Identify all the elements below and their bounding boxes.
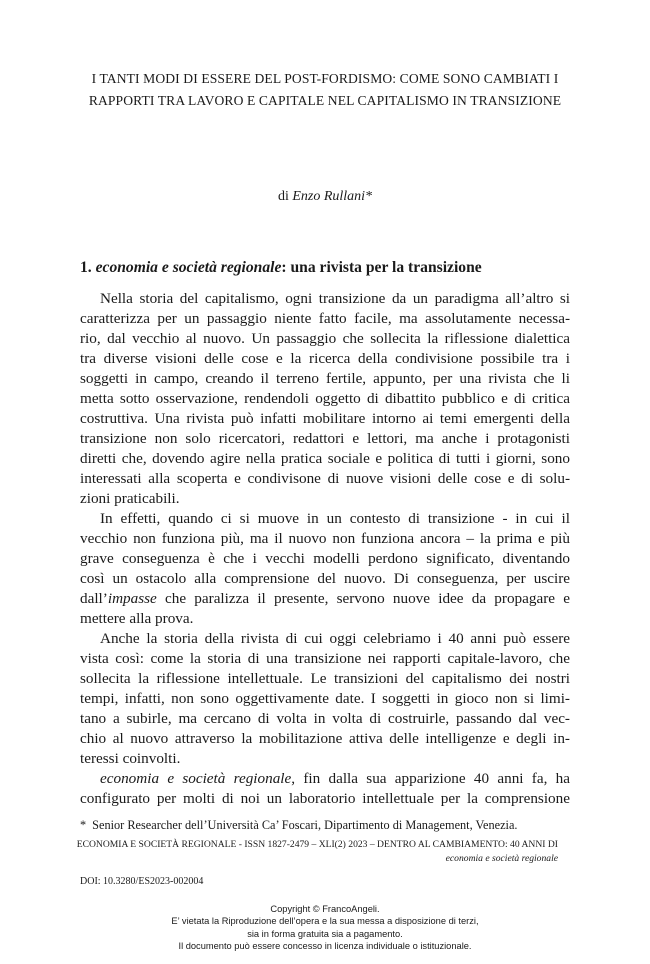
doi: DOI: 10.3280/ES2023-002004 [80,876,204,887]
body-text-fragment: , fin dalla sua apparizione 40 anni fa, ha [291,770,571,787]
body-text-italic: economia e società regionale [100,770,292,787]
body-text [80,289,570,809]
author-name: Enzo Rullani* [292,189,373,204]
body-line: zioni praticabili. [80,490,180,507]
author-prefix: di [277,189,289,204]
body-line: così un ostacolo alla comprensione del nuovo. Di conseguenza, per uscire [80,570,570,587]
section-title-italic: economia e società regionale [95,259,282,276]
body-line: costruttiva. Una rivista può infatti mobilitare intorno ai temi emergenti della [80,410,570,427]
body-line: rio, dal vecchio al nuovo. Un passaggio che sollecita la riflessione dialettica [80,330,570,347]
journal-name: economia e società regionale [445,853,558,864]
body-text-fragment: che paralizza il presente, servono nuove idee da propagare e [156,590,570,607]
body-line: tano a subirle, ma cercano di volta in volta di costruirle, passando dal vec- [80,710,570,727]
body-line: grave conseguenza è che i vecchi modelli perdono significato, diventando [80,550,570,567]
body-line [80,589,570,609]
article-title [60,68,590,112]
body-line: vista così: come la storia di una transizione nei rapporti capitale-lavoro, che [80,650,570,667]
article-title-line: I TANTI MODI DI ESSERE DEL POST-FORDISMO: COME SONO CAMBIATI I [91,71,559,86]
copyright-line: sia in forma gratuita sia a pagamento. [247,928,403,939]
section-title-rest: : una rivista per la transizione [281,259,482,276]
journal-info [0,838,558,866]
body-line: diretti che, dovendo agire nella pratica sociale e politica di tutti i giorni, sono [80,450,570,467]
body-text-fragment: dall’ [80,590,108,607]
body-line: chio al nuovo attraverso la mobilitazione attiva delle intelligenze e degli in- [80,730,570,747]
body-line: caratterizza per un passaggio niente fatto facile, ma assolutamente necessa- [80,310,570,327]
copyright-notice [0,903,650,952]
body-line: configurato per molti di noi un laboratorio intellettuale per la comprensione [80,790,570,807]
author-line [0,189,650,205]
footnote-mark: * [80,818,87,832]
body-line: transizione non solo ricercatori, redattori e lettori, ma anche i protagonisti [80,430,570,447]
footnote [80,818,518,833]
footnote-text: Senior Researcher dell’Università Ca’ Foscari, Dipartimento di Management, Venezia. [92,818,518,832]
body-line: soggetti in campo, creando il terreno fertile, appunto, per una rivista che li [80,370,570,387]
body-line [80,769,570,789]
journal-info-line: ECONOMIA E SOCIETÀ REGIONALE - ISSN 1827-2479 – XLI(2) 2023 – DENTRO AL CAMBIAMENTO: 40 ANNI DI [76,839,558,850]
article-title-line: RAPPORTI TRA LAVORO E CAPITALE NEL CAPITALISMO IN TRANSIZIONE [88,93,562,108]
copyright-line: E’ vietata la Riproduzione dell’opera e la sua messa a disposizione di terzi, [171,916,479,927]
body-line: metta sotto osservazione, rendendoli oggetto di dibattito pubblico e di critica [80,390,570,407]
body-line: Nella storia del capitalismo, ogni transizione da un paradigma all’altro si [100,290,570,307]
body-line: sollecita la riflessione intellettuale. Le transizioni del capitalismo dei nostri [80,670,570,687]
body-line: teressi coinvolti. [80,750,181,767]
copyright-line: Il documento può essere concesso in licenza individuale o istituzionale. [178,940,472,951]
copyright-line: Copyright © FrancoAngeli. [270,904,380,914]
body-line: vecchio non funziona più, ma il nuovo non funziona ancora – la prima e più [80,530,570,547]
section-number: 1. [80,259,92,276]
section-heading [80,259,482,277]
body-line: Anche la storia della rivista di cui oggi celebriamo i 40 anni può essere [100,630,570,647]
body-text-italic: impasse [107,590,157,607]
body-line: interessati alla scoperta e condivisone di nuove visioni delle cose e di solu- [80,470,570,487]
body-line: mettere alla prova. [80,610,194,627]
body-line: tra diverse visioni delle cose e la ricerca della condivisione possibile tra i [80,350,570,367]
body-line: tempi, infatti, non sono oggettivamente date. I soggetti in gioco non si limi- [80,690,570,707]
body-line: In effetti, quando ci si muove in un contesto di transizione - in cui il [100,510,570,527]
